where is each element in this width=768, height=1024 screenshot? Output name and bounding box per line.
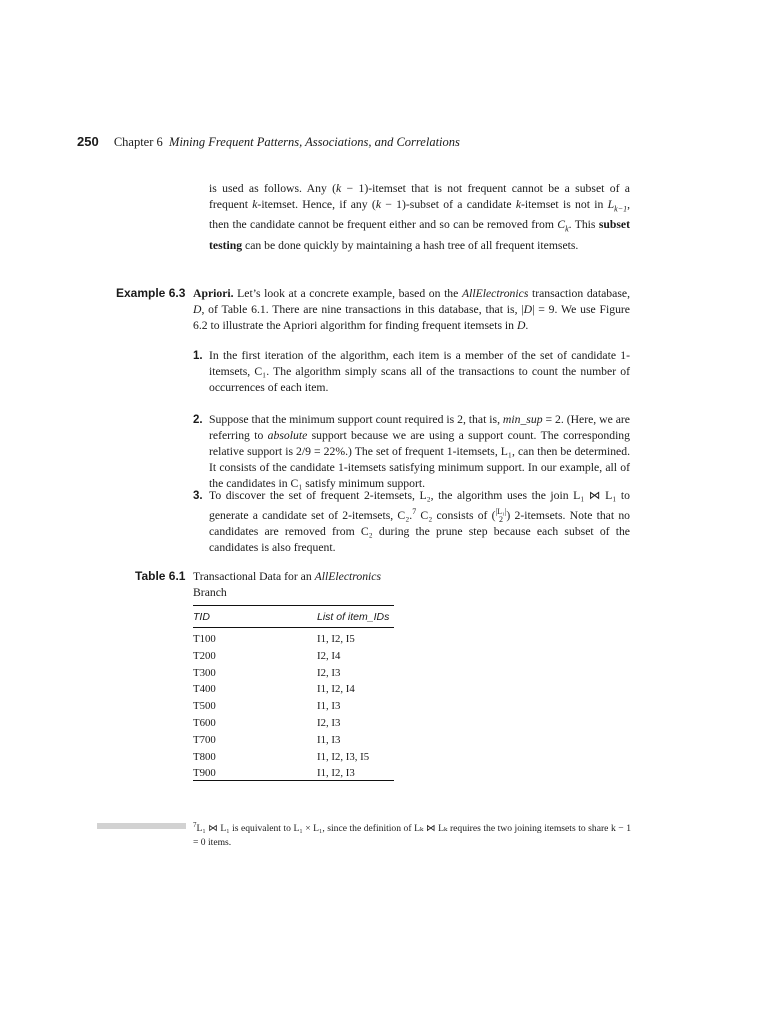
footnote-mark: 7 [193,821,197,829]
step-number: 1. [193,350,203,362]
text: k [252,198,258,211]
cell-items: I2, I4 [317,649,341,662]
step-number: 3. [193,490,203,502]
cell-items: I1, I2, I3 [317,767,355,780]
list-item [193,488,630,556]
step-text [209,412,630,492]
text: − 1)-itemset that is not frequent cannot be a subset of a frequent [209,182,630,211]
chapter-title: Mining Frequent Patterns, Associations, and Correlations [169,135,460,149]
table-row [193,717,394,734]
text: k [375,198,381,211]
example-label: Example 6.3 [116,286,186,300]
text: transaction database, [528,287,630,300]
table-row [193,734,394,751]
cell-items: I2, I3 [317,666,341,679]
bold-term: subset testing [209,218,630,252]
text: k−1 [614,204,628,214]
cell-items: I1, I2, I5 [317,633,355,645]
example-paragraph [193,286,630,334]
table-caption [193,569,413,601]
text: -itemset is not in [521,198,608,211]
table-label: Table 6.1 [135,569,186,583]
text: C₂ consists of ( [416,508,496,522]
cell-tid: T400 [193,683,216,696]
text: absolute [267,429,308,442]
text: -itemset. Hence, if any ( [257,198,376,211]
text: Suppose that the minimum support count required is 2, that is, [209,413,503,426]
text: D [523,303,533,316]
cell-items: I1, I2, I4 [317,683,355,696]
cell-tid: T900 [193,767,216,780]
example-title: Apriori. [193,287,234,300]
text: . This [568,218,599,232]
cell-tid: T300 [193,666,216,679]
cell-items: I1, I3 [317,700,341,713]
text: Let’s look at a concrete example, based on the [233,287,462,300]
column-header-tid: TID [193,611,210,623]
text: D [193,303,202,316]
text: k [515,198,522,211]
intro-paragraph [209,181,630,254]
text: C [557,218,566,232]
table-row [193,700,394,717]
cell-items: I1, I2, I3, I5 [317,750,370,763]
cell-items: I1, I3 [317,733,341,746]
table-row [193,751,394,768]
text: | = 9. We use Figure 6.2 to illustrate the Apriori algorithm for finding frequent itemsets in [193,303,630,332]
cell-items: I2, I3 [317,717,341,729]
text: is used as follows. Any ( [209,182,337,195]
table-row [193,650,394,667]
table-rule [193,627,394,628]
cell-tid: T100 [193,633,216,645]
cell-tid: T800 [193,750,216,763]
text: Branch [193,586,227,599]
text: , of Table 6.1. There are nine transactions in this database, that is, | [201,303,524,316]
text: = 2. (Here, we are referring to [209,413,630,442]
text: , then the candidate cannot be frequent either and so can be removed from [209,198,631,232]
text: can be done quickly by maintaining a hash tree of all frequent itemsets. [242,238,579,252]
text: L [607,198,615,211]
text: . [525,319,529,332]
text: k [565,224,569,234]
table-rule [193,605,394,606]
text: ) 2-itemsets. Note that no candidates are removed from C₂ during the prune step because each subset of the candidates is also frequent. [209,508,631,555]
binomial: |L₁| 2 [495,507,507,525]
list-item [193,412,630,492]
text: AllElectronics [461,287,529,300]
text: To discover the set of frequent 2-itemsets, L₂, the algorithm uses the join L₁ ⋈ L₁ to generate a candidate set of 2-itemsets, C₂. [209,489,630,522]
list-item [193,348,630,396]
table-row [193,683,394,700]
cell-tid: T200 [193,649,216,662]
text: Transactional Data for an [193,570,315,583]
page-number: 250 [77,134,99,149]
table-rule [193,780,394,781]
text: AllElectronics [314,570,382,583]
step-text [209,488,630,556]
running-header [77,134,677,150]
text: − 1)-subset of a candidate [381,198,516,211]
text: min_sup [502,413,543,426]
cell-tid: T600 [193,717,216,729]
step-text: In the first iteration of the algorithm, each item is a member of the set of candidate 1-itemsets, C₁. The algorithm simply scans all of the transactions to count the number of occurrences of each item. [209,349,630,394]
footnote-bar [97,823,186,829]
step-number: 2. [193,414,203,426]
table-row [193,633,394,650]
text: support because we are using a support count. The corresponding relative support is 2/9 = 22%.) The set of frequent 1-itemsets, L₁, can then be determined. It consists of the candidate 1-itemsets satisfying minimum support. In our example, all of the candidates in C₁ satisfy minimum support. [209,429,630,490]
footnote-ref: 7 [412,507,417,516]
text: D [516,319,526,332]
table-row [193,667,394,684]
table-row [193,767,394,784]
cell-tid: T500 [193,700,216,713]
column-header-items: List of item_IDs [317,611,390,623]
footnote-text: L₁ ⋈ L₁ is equivalent to L₁ × L₁, since the definition of Lₖ ⋈ Lₖ requires the two joining itemsets to share k − 1 = 0 items. [193,823,631,849]
footnote [193,818,631,850]
text: k [336,182,342,195]
chapter-number: Chapter 6 [113,135,163,149]
cell-tid: T700 [193,733,216,746]
